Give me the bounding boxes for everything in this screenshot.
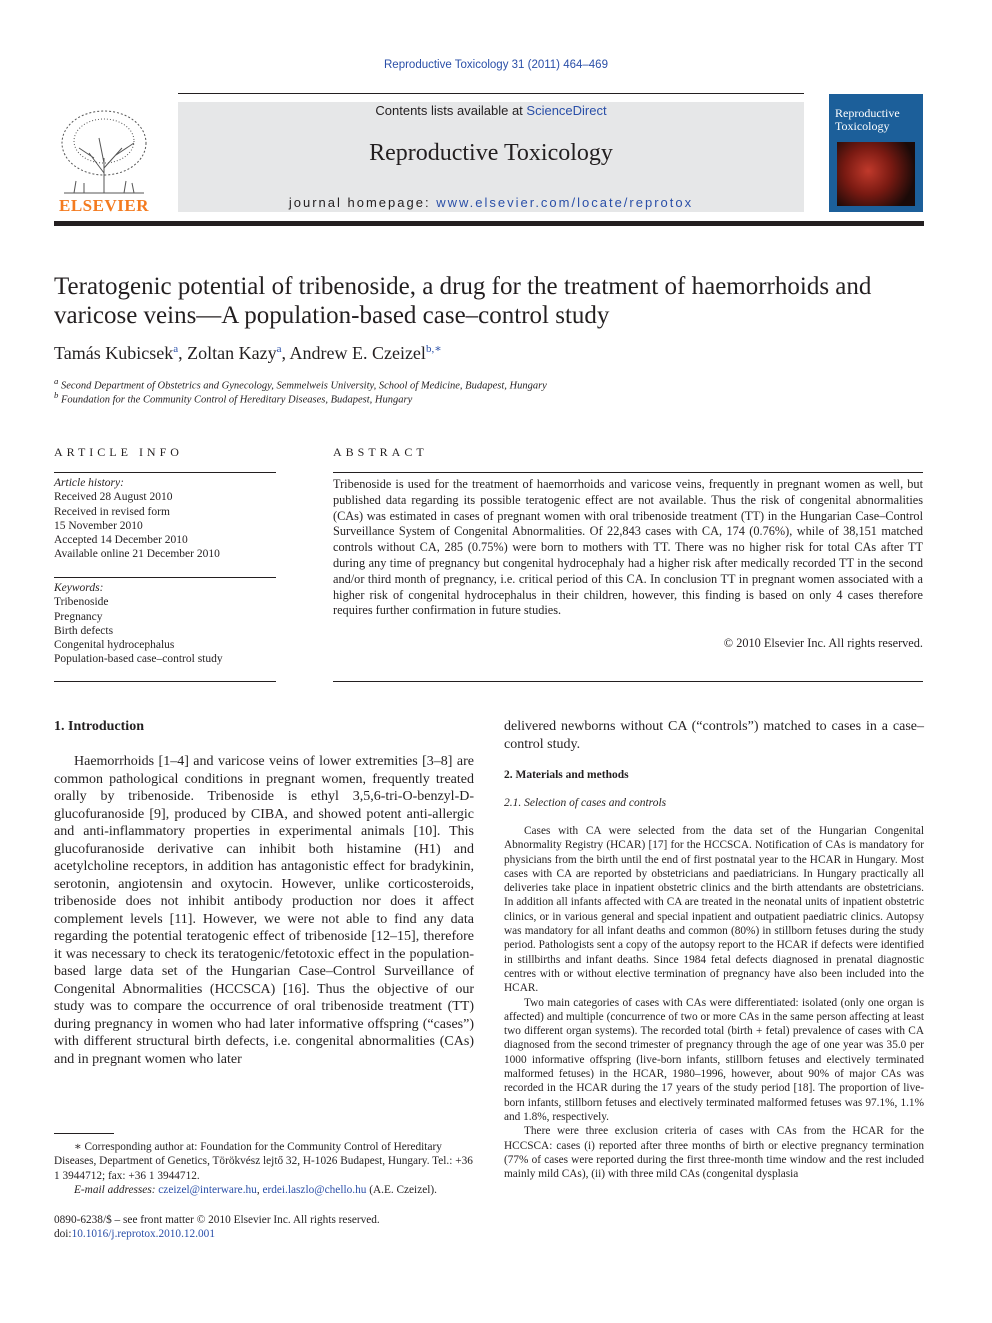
- contents-line: [178, 103, 804, 118]
- article-info-rule-1: [54, 472, 276, 473]
- header-top-rule: [178, 93, 804, 94]
- methods-paragraph-2: Two main categories of cases with CAs were differentiated: isolated (only one organ is affected) and multiple (concurrence of two or more CAs in the same person affecting at least two different organ systems). The recorded total (birth + fetal) prevalence of cases with CA diagnosed from the second trimester of pregnancy through the age of one year was 35.0 per 1000 informative offspring (live-born infants, stillborn fetuses and electively terminated malformed fetuses) in the HCAR, 1980–1996, however, about 90% of major CAs was recorded in the HCAR during the 17 years of the study period [18]. The proportion of live-born infants, stillborn fetuses and electively terminated malformed fetuses was 97.1%, 1.1% and 1.8%, respectively.: [504, 996, 924, 1123]
- article-title: Teratogenic potential of tribenoside, a drug for the treatment of haemorrhoids and varicose veins—A population-based case–control study: [54, 273, 872, 329]
- methods-paragraph-3: There were three exclusion criteria of cases with CAs from the HCAR for the HCCSCA: cases (i) reported after three months of birth or elective pregnancy termination (77% of cases were reported during the first three-month time window and the rest included mainly mild CAs), (ii) with three mild CAs (congenital dysplasia: [504, 1125, 924, 1181]
- introduction-continued: delivered newborns without CA (“controls”) matched to cases in a case–control study.: [504, 719, 924, 752]
- affiliation-b-marker: b: [54, 390, 59, 400]
- keyword: Pregnancy: [54, 610, 103, 623]
- keyword: Birth defects: [54, 624, 114, 637]
- journal-cover-image[interactable]: [829, 94, 923, 212]
- email-link-1[interactable]: czeizel@interware.hu: [158, 1183, 257, 1196]
- article-history: [54, 476, 276, 562]
- section-heading-methods: 2. Materials and methods: [504, 769, 629, 781]
- author-1: Tamás Kubicsek: [54, 343, 174, 363]
- article-info-rule-3: [54, 681, 276, 682]
- corresponding-footnote: ∗ Corresponding author at: Foundation for the Community Control of Hereditary Diseases, Department of Genetics, Törökvész lejtő 32, H-1026 Budapest, Hungary. Tel.: +36 1 3944712; fax: +36 1 3944712. E-mail addresses: czeizel@interware.hu, erdei.laszlo@chello.hu (A.E. Czeizel).: [54, 1141, 473, 1196]
- history-item: 15 November 2010: [54, 519, 143, 532]
- abstract-rule-bottom: [333, 681, 923, 682]
- article-history-label: Article history:: [54, 477, 124, 489]
- introduction-paragraph: [54, 753, 474, 1068]
- article-info-heading: ARTICLE INFO: [54, 445, 183, 459]
- journal-citation[interactable]: Reproductive Toxicology 31 (2011) 464–469: [384, 59, 608, 71]
- intro-paragraph-1: Haemorrhoids [1–4] and varicose veins of lower extremities [3–8] are common pathological conditions in pregnant women, frequently treated orally by tribenoside. Tribenoside is ethyl 3,5,6-tri-O-benzyl-D-glucofuranoside [9], produced by CIBA, and showed potent anti-allergic and anti-inflammatory properties in experimental animals [10]. This glucofuranoside derivative can inhibit both histamine (H1) and acetylcholine receptors, in addition has antagonistic effect for bradykinin, serotonin, angiotensin and oxytocin. However, unlike corticosteroids, tribenoside does not inhibit antibody production nor does it affect complement levels [11]. However, we were not able to find any data regarding the potential teratogenic effect of tribenoside [12–15], therefore it was necessary to check its teratogenic/fetotoxic effect in the population-based large data set of the Hungarian Case–Control Surveillance of Congenital Abnormalities (HCCSCA) [16]. Thus the objective of our study was to compare the occurrence of oral tribenoside treatment (TT) during pregnancy in women who had later informative offspring (“cases”) with different structural birth defects, i.e. congenital abnormalities (CAs) and in pregnant women who later: [54, 754, 474, 1067]
- history-item: Available online 21 December 2010: [54, 548, 220, 561]
- elsevier-wordmark: ELSEVIER: [59, 196, 149, 215]
- email-suffix: (A.E. Czeizel).: [366, 1183, 437, 1196]
- affiliation-b-text: Foundation for the Community Control of Hereditary Diseases, Budapest, Hungary: [61, 394, 413, 406]
- keywords: [54, 581, 276, 667]
- cover-title-line-2: Toxicology: [835, 119, 890, 133]
- methods-paragraph-1: Cases with CA were selected from the data set of the Hungarian Congenital Abnormality Registry (HCAR) [17] for the HCCSCA. Notification of CAs is mandatory for physicians from the birth until the end of first postnatal year to the HCAR in Hungary. Most cases with CA are reported by obstetricians and paediatricians. In Hungary practically all deliveries take place in inpatient obstetric clinics and the birth attendants are obstetricians. In addition all infants affected with CA are treated in the neonatal units of inpatient obstetric clinics, or in various general and special inpatient and outpatient paediatric clinics. Autopsy was mandatory for all infant deaths and common (80%) in stillborn fetuses during the study period. Pathologists sent a copy of the autopsy report to the HCAR if defects were identified in stillbirths and infant deaths. Since 1984 fetal defects diagnosed in prenatal diagnostic centres with or without elective termination of pregnancy have also been included into the HCAR.: [504, 825, 924, 995]
- author-3: Andrew E. Czeizel: [289, 343, 426, 363]
- email-label: E-mail addresses:: [74, 1183, 159, 1196]
- subsection-heading-selection: 2.1. Selection of cases and controls: [504, 797, 667, 809]
- keyword: Congenital hydrocephalus: [54, 639, 175, 652]
- keywords-label: Keywords:: [54, 582, 104, 594]
- header-divider: [54, 221, 924, 226]
- abstract-copyright: © 2010 Elsevier Inc. All rights reserved.: [723, 636, 923, 650]
- history-item: Accepted 14 December 2010: [54, 534, 188, 547]
- front-matter: [54, 1213, 474, 1242]
- email-link-2[interactable]: erdei.laszlo@chello.hu: [262, 1183, 367, 1196]
- issn-line: 0890-6238/$ – see front matter © 2010 Elsevier Inc. All rights reserved.: [54, 1214, 380, 1226]
- homepage-prefix: journal homepage:: [288, 195, 437, 210]
- keyword: Tribenoside: [54, 596, 109, 609]
- abstract-rule-top: [333, 472, 923, 473]
- author-1-affil[interactable]: a: [173, 343, 179, 355]
- affiliation-a-marker: a: [54, 376, 59, 386]
- corresponding-author-note: ∗ Corresponding author at: Foundation for the Community Control of Hereditary Diseases, Department of Genetics, Törökvész lejtő 32, H-1026 Budapest, Hungary. Tel.: +36 1 3944712; fax: +36 1 3944712.: [54, 1141, 473, 1182]
- doi-label: doi:: [54, 1228, 72, 1241]
- cover-artwork: [837, 142, 915, 206]
- journal-title: Reproductive Toxicology: [369, 140, 613, 166]
- section-heading-introduction: 1. Introduction: [54, 719, 144, 734]
- history-item: Received 28 August 2010: [54, 491, 173, 504]
- abstract-text: Tribenoside is used for the treatment of haemorrhoids and varicose veins, frequently in pregnant women as well, but published data regarding its possible teratogenic effect are not available. Thus the risk of congenital abnormalities (CAs) was estimated in cases of pregnant women with oral tribenoside treatment (TT) in the Hungarian Case–Control Surveillance System of Congenital Abnormalities. Of 22,843 cases with CA, 174 (0.76%), while of 38,151 matched controls without CA, 285 (0.75%) were born to mothers with TT. There was no higher risk for total CAs after TT during any time of pregnancy but congenital hydrocephaly had a higher risk after medically recorded TT in the second and/or third month of pregnancy, i.e. critical period of this CA. In conclusion TT in pregnant women associated with a higher risk of congenital hydrocephalus in their children, however, this finding is based on only 4 cases therefore requires further confirmation in future studies.: [333, 477, 923, 618]
- doi-link[interactable]: 10.1016/j.reprotox.2010.12.001: [71, 1228, 215, 1241]
- author-3-affil[interactable]: b,∗: [425, 343, 442, 355]
- author-list: Tamás Kubicsek$^a$, Zoltan Kazy$^a$, Andrew E. Czeizel$^{b,∗}$: [54, 343, 442, 363]
- footnote-rule: [54, 1133, 114, 1134]
- history-item: Received in revised form: [54, 505, 170, 518]
- sciencedirect-link[interactable]: ScienceDirect: [526, 103, 607, 118]
- homepage-link[interactable]: www.elsevier.com/locate/reprotox: [436, 195, 694, 210]
- abstract-heading: ABSTRACT: [333, 445, 428, 459]
- contents-prefix: Contents lists available at: [375, 103, 527, 118]
- article-info-rule-2: [54, 577, 276, 578]
- keyword: Population-based case–control study: [54, 653, 223, 666]
- author-2-affil[interactable]: a: [276, 343, 282, 355]
- author-2: Zoltan Kazy: [187, 343, 277, 363]
- affiliation-b: [54, 390, 924, 406]
- affiliation-a-text: Second Department of Obstetrics and Gynecology, Semmelweis University, School of Medicine, Budapest, Hungary: [61, 380, 547, 392]
- cover-title-line-1: Reproductive: [835, 106, 900, 120]
- journal-homepage: [178, 195, 804, 210]
- methods-body: [504, 824, 924, 1181]
